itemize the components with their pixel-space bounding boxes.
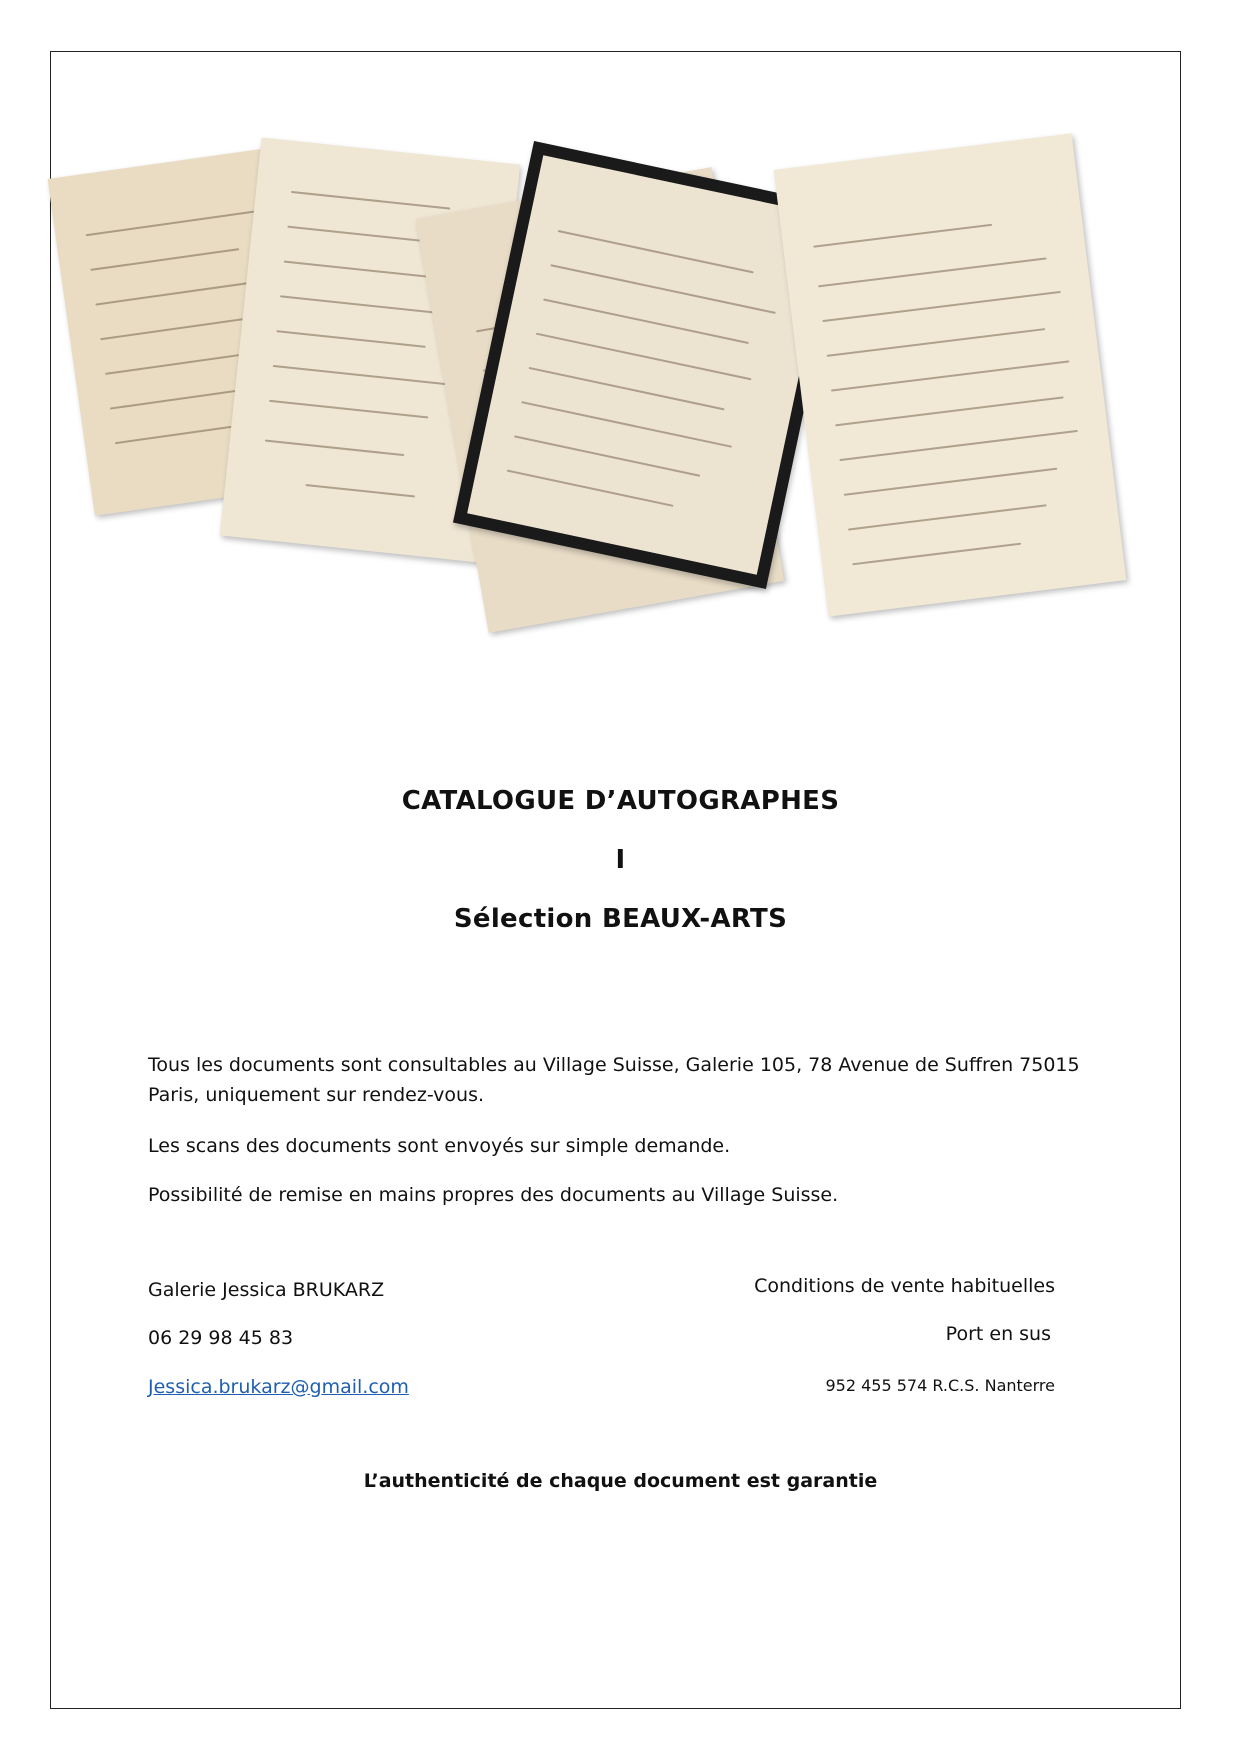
phone-number: 06 29 98 45 83 <box>148 1327 294 1349</box>
catalogue-selection: Sélection BEAUX-ARTS <box>453 904 788 934</box>
delivery-text: Possibilité de remise en mains propres des documents au Village Suisse. <box>148 1184 839 1206</box>
catalogue-title: CATALOGUE D’AUTOGRAPHES <box>401 786 840 816</box>
email-row <box>148 1372 409 1402</box>
info-line-2: Paris, uniquement sur rendez-vous. <box>148 1084 485 1106</box>
authenticity-guarantee: L’authenticité de chaque document est garantie <box>363 1470 878 1492</box>
letters-collage <box>60 140 1190 720</box>
shipping-note: Port en sus <box>945 1323 1051 1345</box>
sale-conditions: Conditions de vente habituelles <box>754 1275 1055 1297</box>
letter-image-5 <box>774 133 1127 616</box>
email-link[interactable]: Jessica.brukarz@gmail.com <box>148 1376 409 1398</box>
scans-text: Les scans des documents sont envoyés sur simple demande. <box>148 1135 731 1157</box>
gallery-name: Galerie Jessica BRUKARZ <box>148 1279 385 1301</box>
rcs-number: 952 455 574 R.C.S. Nanterre <box>825 1376 1055 1395</box>
catalogue-volume: I <box>615 845 626 875</box>
info-paragraph <box>148 1050 1080 1110</box>
info-line-1: Tous les documents sont consultables au Village Suisse, Galerie 105, 78 Avenue de Suffren 75015 <box>148 1054 1080 1076</box>
